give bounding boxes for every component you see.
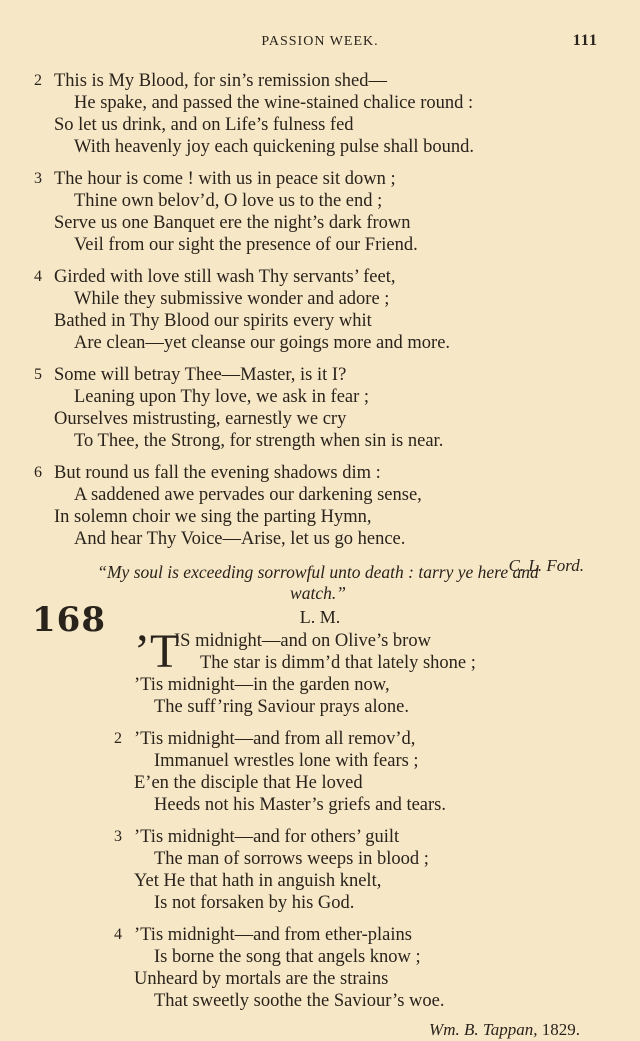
stanza-2 (34, 70, 594, 158)
stanza-6 (34, 462, 594, 550)
verse-line: Veil from our sight the presence of our Friend. (74, 235, 418, 255)
author-year: 1829. (541, 1020, 580, 1039)
scripture-epigraph (40, 562, 596, 604)
verse-line: In solemn choir we sing the parting Hymn, (54, 507, 372, 527)
author-name: Wm. B. Tappan, (429, 1020, 538, 1039)
stanza-number: 4 (114, 926, 122, 943)
verse-line: And hear Thy Voice—Arise, let us go hence. (74, 529, 406, 549)
hymn-author: C. L. Ford. (508, 556, 584, 575)
hymn-168 (114, 625, 594, 1040)
verse-line: ’Tis midnight—and for others’ guilt (134, 827, 400, 847)
stanza-number: 3 (34, 170, 42, 187)
verse-line: The man of sorrows weeps in blood ; (154, 849, 429, 869)
epigraph-line: “My soul is exceeding sorrowful unto death : tarry ye here and (97, 562, 539, 582)
verse-line: ’Tis midnight—and from ether-plains (134, 925, 412, 945)
verse-line: Bathed in Thy Blood our spirits every whit (54, 311, 372, 331)
stanza-number: 6 (34, 464, 42, 481)
verse-line: While they submissive wonder and adore ; (74, 289, 390, 309)
hymn-number: 168 (32, 600, 106, 640)
verse-line: That sweetly soothe the Saviour’s woe. (154, 991, 445, 1011)
stanza-number: 5 (34, 366, 42, 383)
stanza-4 (34, 266, 594, 354)
stanza-5 (34, 364, 594, 452)
stanza-number: 2 (114, 730, 122, 747)
verse-line: Are clean—yet cleanse our goings more and more. (74, 333, 451, 353)
stanza-number: 4 (34, 268, 42, 285)
verse-line: Serve us one Banquet ere the night’s dark frown (54, 213, 411, 233)
verse-line: Girded with love still wash Thy servants’ feet, (54, 267, 396, 287)
verse-line: But round us fall the evening shadows dim : (54, 463, 381, 483)
verse-line: Is not forsaken by his God. (154, 893, 355, 913)
stanza-number: 3 (114, 828, 122, 845)
verse-line: IS midnight—and on Olive’s brow (174, 631, 431, 651)
verse-line: So let us drink, and on Life’s fulness fed (54, 115, 354, 135)
verse-line: The star is dimm’d that lately shone ; (200, 653, 476, 673)
epigraph-line: watch.” (290, 583, 346, 603)
hymn-meter: L. M. (299, 607, 341, 627)
stanza-3 (114, 826, 594, 914)
verse-line: Some will betray Thee—Master, is it I? (54, 365, 347, 385)
verse-line: Yet He that hath in anguish knelt, (134, 871, 382, 891)
verse-line: To Thee, the Strong, for strength when sin is near. (74, 431, 444, 451)
drop-cap: ’T (134, 625, 180, 678)
stanza-2 (114, 728, 594, 816)
hymn-author (114, 1020, 594, 1040)
stanza-1 (114, 625, 594, 718)
verse-line: E’en the disciple that He loved (134, 773, 363, 793)
verse-line: He spake, and passed the wine-stained chalice round : (74, 93, 474, 113)
verse-line: Thine own belov’d, O love us to the end ; (74, 191, 383, 211)
verse-line: With heavenly joy each quickening pulse shall bound. (74, 137, 474, 157)
verse-line: This is My Blood, for sin’s remission shed— (54, 71, 388, 91)
verse-line: ’Tis midnight—and from all remov’d, (134, 729, 416, 749)
stanza-number: 2 (34, 72, 42, 89)
running-title: PASSION WEEK. (261, 34, 379, 49)
verse-line: Ourselves mistrusting, earnestly we cry (54, 409, 347, 429)
hymn-continued (34, 70, 594, 576)
verse-line: Unheard by mortals are the strains (134, 969, 389, 989)
stanza-3 (34, 168, 594, 256)
verse-line: ’Tis midnight—in the garden now, (134, 675, 390, 695)
verse-line: The hour is come ! with us in peace sit down ; (54, 169, 396, 189)
verse-line: Heeds not his Master’s griefs and tears. (154, 795, 446, 815)
verse-line: Immanuel wrestles lone with fears ; (154, 751, 419, 771)
stanza-4 (114, 924, 594, 1012)
verse-line: A saddened awe pervades our darkening sense, (74, 485, 422, 505)
verse-line: The suff’ring Saviour prays alone. (154, 697, 409, 717)
page-number: 111 (572, 32, 598, 49)
verse-line: Leaning upon Thy love, we ask in fear ; (74, 387, 370, 407)
verse-line: Is borne the song that angels know ; (154, 947, 421, 967)
